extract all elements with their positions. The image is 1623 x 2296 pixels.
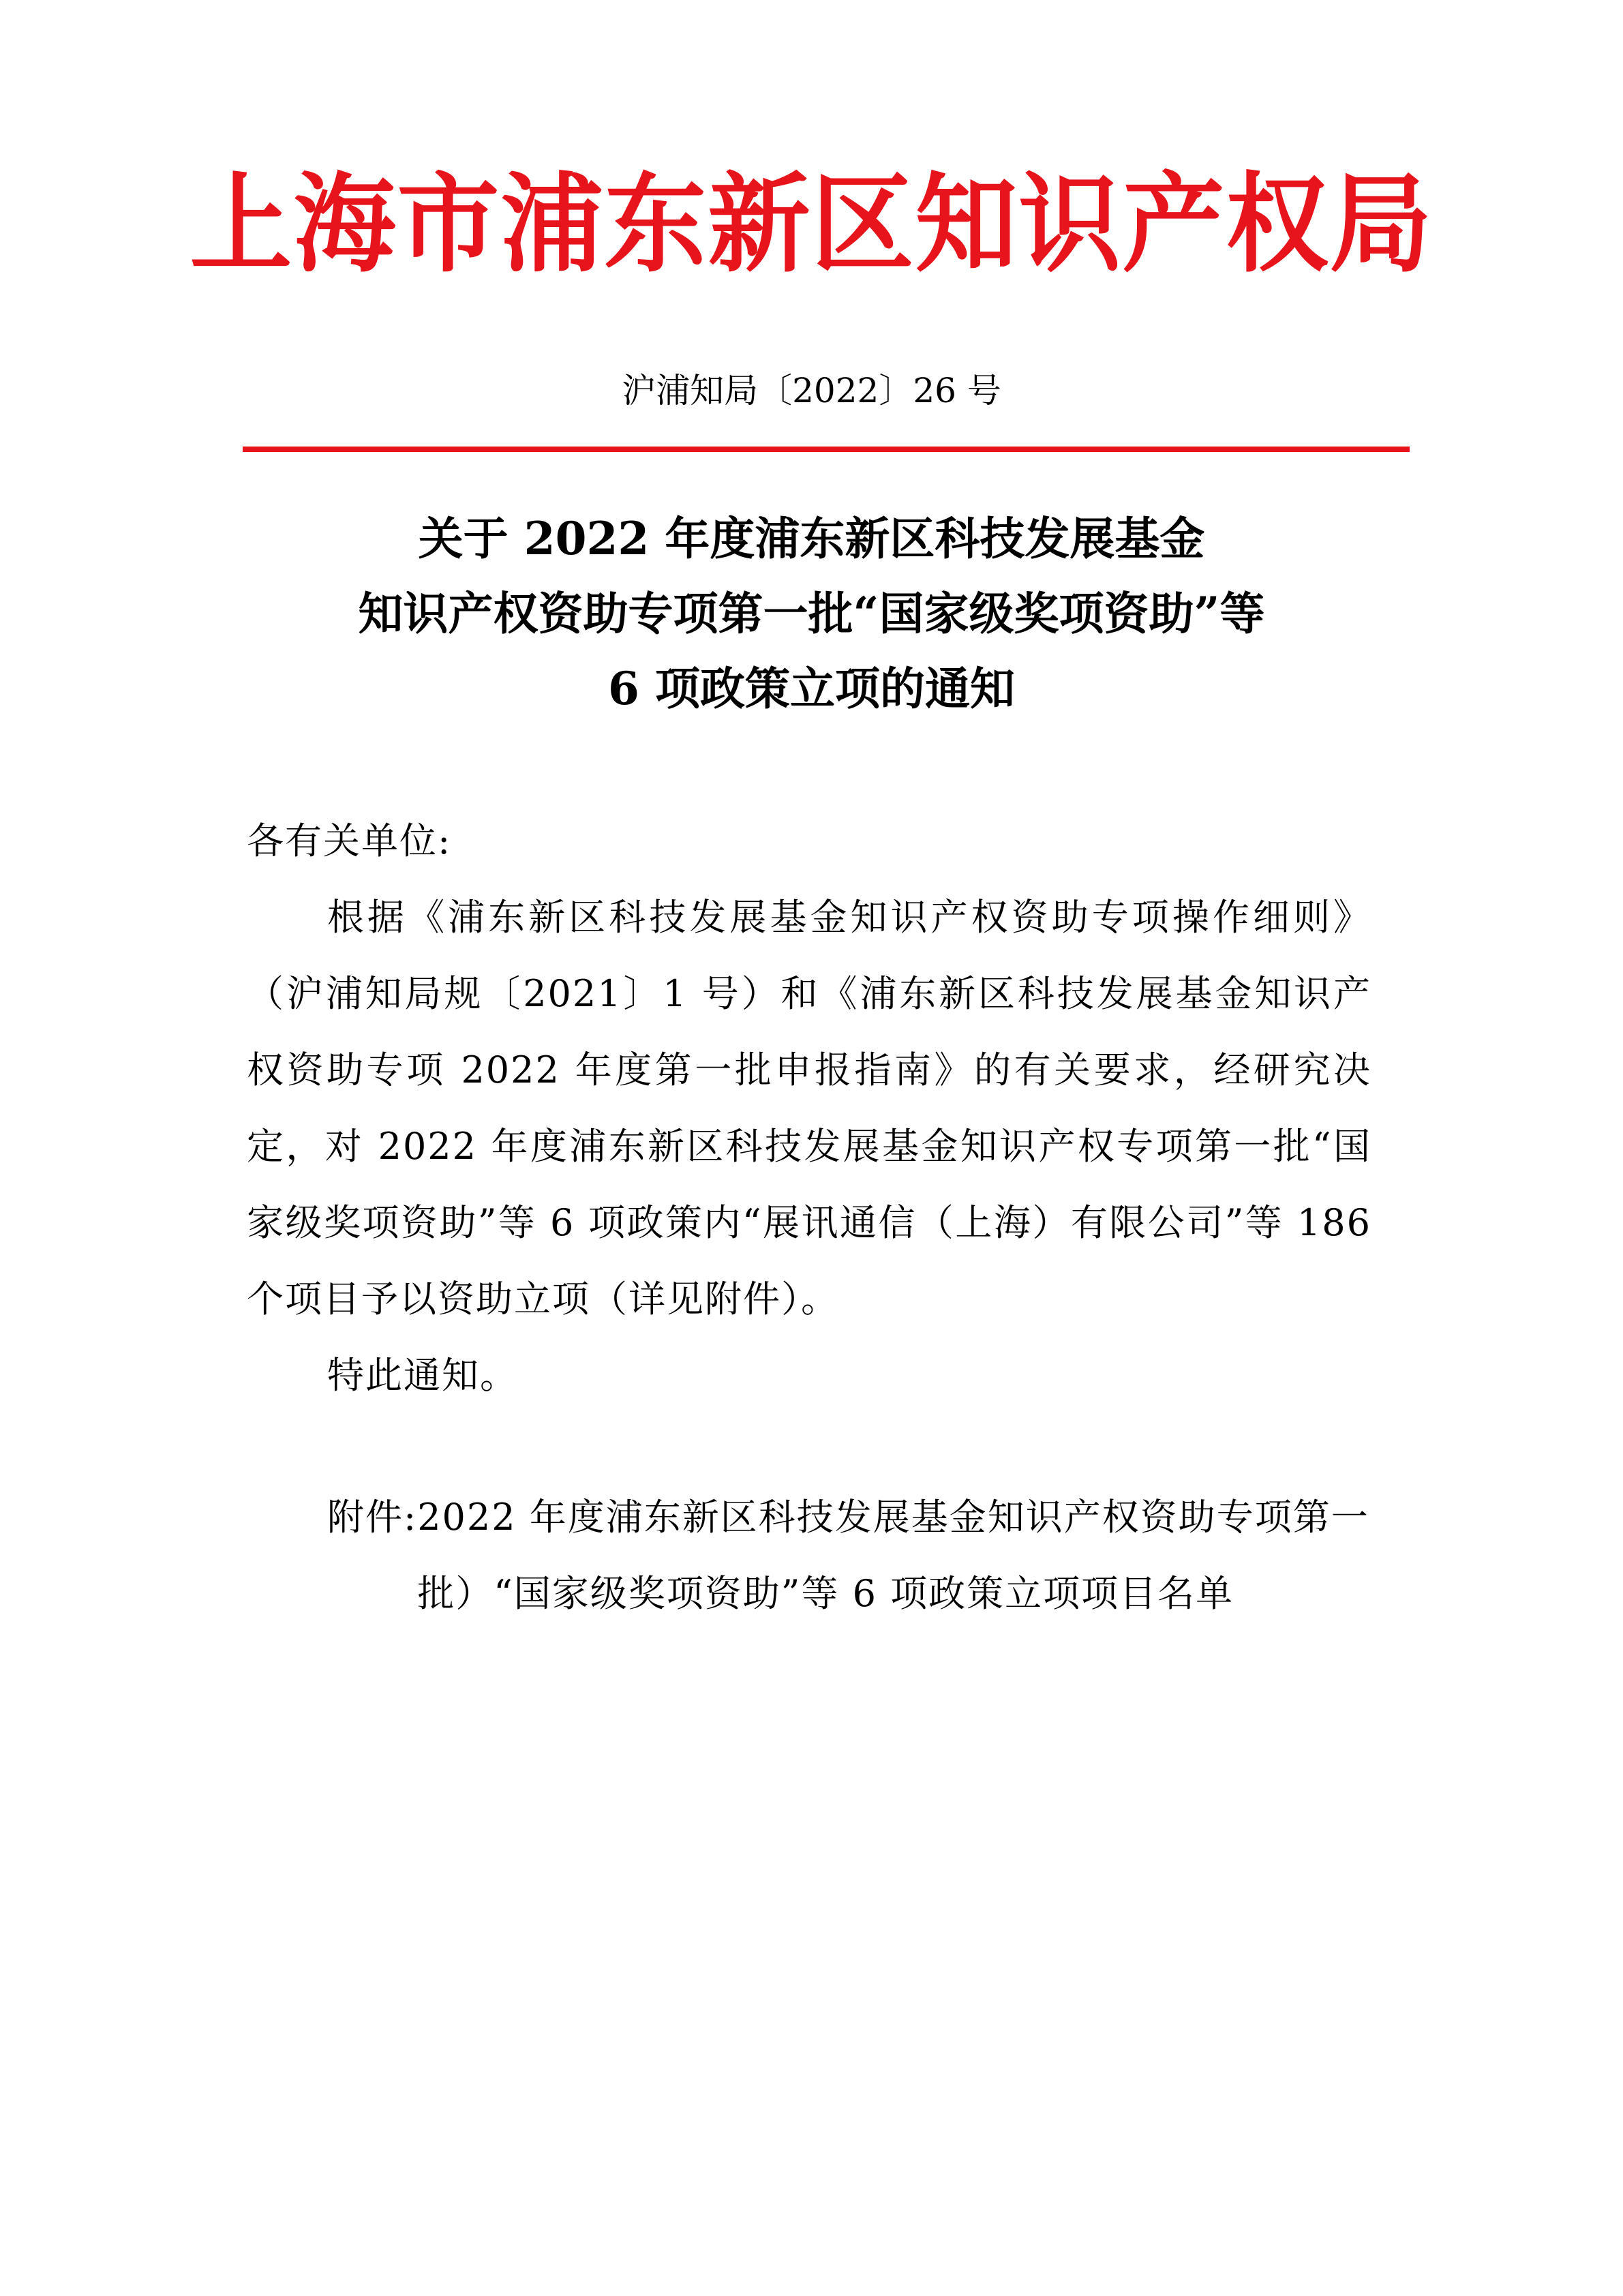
attachment-text: 2022 年度浦东新区科技发展基金知识产权资助专项第一批）“国家级奖项资助”等 6 项政策立项项目名单 (417, 1496, 1369, 1615)
attachment-note (327, 1479, 1371, 1632)
salutation: 各有关单位: (247, 819, 452, 862)
notice-title (204, 501, 1419, 726)
body-paragraph: 根据《浦东新区科技发展基金知识产权资助专项操作细则》（沪浦知局规〔2021〕1 号）和《浦东新区科技发展基金知识产权资助专项 2022 年度第一批申报指南》的有关要求，经研究决定，对 2022 年度浦东新区科技发展基金知识产权专项第一批“国家级奖项资助”等 6 项政策内“展讯通信（上海）有限公司”等 186 个项目予以资助立项（详见附件）。 (247, 896, 1371, 1320)
title-line: 关于 2022 年度浦东新区科技发展基金 (418, 512, 1205, 565)
document-number: 沪浦知局〔2022〕26 号 (622, 371, 1001, 410)
issuer-header: 上海市浦东新区知识产权局 (189, 162, 1434, 288)
title-line: 6 项政策立项的通知 (608, 662, 1015, 715)
closing-line: 特此通知。 (327, 1354, 518, 1397)
attachment-label: 附件: (327, 1496, 418, 1539)
red-divider-line (243, 447, 1410, 452)
title-line: 知识产权资助专项第一批“国家级奖项资助”等 (358, 587, 1265, 640)
notice-body (247, 803, 1371, 1414)
